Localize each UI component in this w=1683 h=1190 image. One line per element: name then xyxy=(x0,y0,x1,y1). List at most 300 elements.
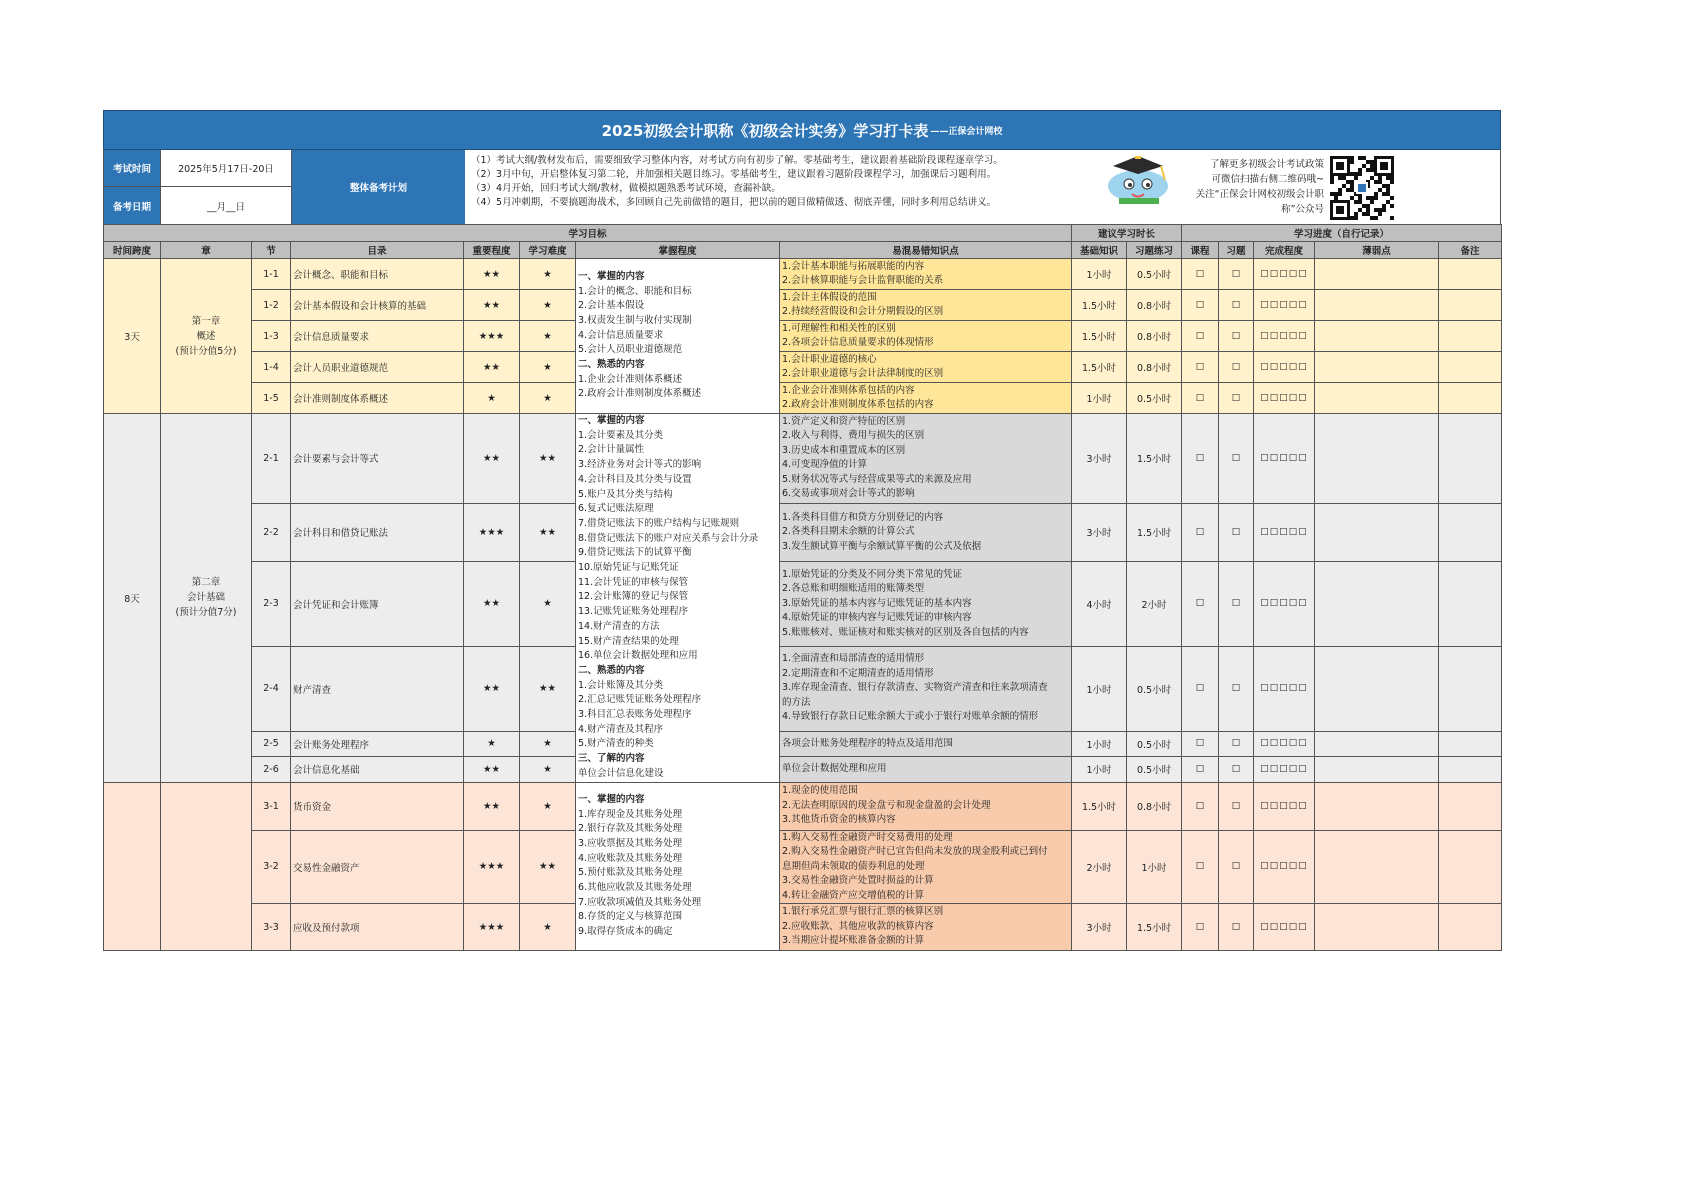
key-point-line: 4.转让金融资产应交增值税的计算 xyxy=(782,889,925,901)
key-point-line: 2.持续经营假设和会计分期假设的区别 xyxy=(782,306,944,317)
mastery-line: 2.银行存款及其账务处理 xyxy=(578,823,683,835)
completion-boxes[interactable]: ☐☐☐☐☐ xyxy=(1254,321,1315,352)
section-number: 1-3 xyxy=(252,321,291,352)
section-number: 2-1 xyxy=(252,414,291,504)
practice-time: 0.8小时 xyxy=(1127,782,1182,830)
basic-study-time: 2小时 xyxy=(1072,830,1127,904)
key-point-line: 3.历史成本和重置成本的区别 xyxy=(782,444,906,456)
completion-boxes[interactable]: ☐☐☐☐☐ xyxy=(1254,352,1315,383)
chapter-line: 概述 xyxy=(196,330,216,342)
mastery-line: 1.会计要素及其分类 xyxy=(578,429,664,441)
exercise-checkbox[interactable]: ☐ xyxy=(1219,321,1254,352)
mastery-cell xyxy=(576,414,780,783)
mastery-line: 5.会计人员职业道德规范 xyxy=(578,344,683,356)
section-number: 2-4 xyxy=(252,646,291,731)
section-number: 1-1 xyxy=(252,259,291,290)
course-checkbox[interactable]: ☐ xyxy=(1182,321,1219,352)
promo-text xyxy=(1184,159,1324,215)
mastery-line: 6.其他应收款及其账务处理 xyxy=(578,882,692,894)
basic-study-time: 1小时 xyxy=(1072,731,1127,757)
key-point-line: 3.库存现金清查、银行存款清查、实物资产清查和往来款项清查 xyxy=(782,682,1048,694)
completion-boxes[interactable]: ☐☐☐☐☐ xyxy=(1254,414,1315,504)
mastery-line: 1.企业会计准则体系概述 xyxy=(578,373,683,385)
section-title: 会计信息化基础 xyxy=(291,757,464,783)
practice-time: 2小时 xyxy=(1127,562,1182,647)
exam-time-value: 2025年5月17日-20日 xyxy=(161,150,292,187)
key-point-line: 各项会计账务处理程序的特点及适用范围 xyxy=(782,737,954,749)
mascot-icon xyxy=(1099,154,1177,204)
prep-date-label: 备考日期 xyxy=(104,187,161,224)
column-header: 课程 xyxy=(1182,242,1219,259)
mastery-line: 13.记账凭证账务处理程序 xyxy=(578,606,689,618)
basic-study-time: 1.5小时 xyxy=(1072,290,1127,321)
completion-boxes[interactable]: ☐☐☐☐☐ xyxy=(1254,259,1315,290)
table-row xyxy=(104,383,1502,414)
key-point-line: 2.政府会计准则制度体系包括的内容 xyxy=(782,399,934,410)
title-sub: ——正保会计网校 xyxy=(930,126,1003,137)
importance-stars: ★★ xyxy=(464,290,520,321)
practice-time: 0.5小时 xyxy=(1127,259,1182,290)
course-checkbox[interactable]: ☐ xyxy=(1182,731,1219,757)
section-title: 会计信息质量要求 xyxy=(291,321,464,352)
chapter-line: (预计分值7分) xyxy=(175,607,237,619)
key-points-cell xyxy=(780,830,1072,904)
notes-cell[interactable] xyxy=(1439,383,1502,414)
key-point-line: 1.会计主体假设的范围 xyxy=(782,291,877,303)
mastery-cell xyxy=(576,782,780,951)
difficulty-stars: ★ xyxy=(520,782,576,830)
basic-study-time: 1.5小时 xyxy=(1072,321,1127,352)
weak-points-cell[interactable] xyxy=(1315,503,1439,561)
mastery-line: 1.库存现金及其账务处理 xyxy=(578,808,683,820)
chapter-line: 会计基础 xyxy=(186,592,225,604)
mastery-line: 3.科目汇总表账务处理程序 xyxy=(578,709,692,721)
section-number: 1-5 xyxy=(252,383,291,414)
table-row xyxy=(104,259,1502,290)
table-row xyxy=(104,321,1502,352)
completion-boxes[interactable]: ☐☐☐☐☐ xyxy=(1254,562,1315,647)
key-point-line: 2.收入与利得、费用与损失的区别 xyxy=(782,430,925,442)
notes-cell[interactable] xyxy=(1439,904,1502,951)
completion-boxes[interactable]: ☐☐☐☐☐ xyxy=(1254,731,1315,757)
importance-stars: ★★ xyxy=(464,352,520,383)
key-point-line: 4.导致银行存款日记账余额大于或小于银行对账单余额的情形 xyxy=(782,711,1039,723)
section-number: 2-2 xyxy=(252,503,291,561)
key-point-line: 2.各项会计信息质量要求的体现情形 xyxy=(782,337,934,348)
section-title: 财产清查 xyxy=(291,646,464,731)
key-point-line: 2.无法查明原因的现金盘亏和现金盘盈的会计处理 xyxy=(782,799,991,811)
practice-time: 0.5小时 xyxy=(1127,731,1182,757)
key-point-line: 1.购入交易性金融资产时交易费用的处理 xyxy=(782,831,953,843)
section-number: 2-3 xyxy=(252,562,291,647)
course-checkbox[interactable]: ☐ xyxy=(1182,830,1219,904)
completion-boxes[interactable]: ☐☐☐☐☐ xyxy=(1254,646,1315,731)
column-header: 时间跨度 xyxy=(104,242,161,259)
basic-study-time: 3小时 xyxy=(1072,904,1127,951)
mastery-line: 1.会计的概念、职能和目标 xyxy=(578,285,692,297)
study-checkin-sheet xyxy=(103,110,1501,951)
importance-stars: ★★★ xyxy=(464,321,520,352)
course-checkbox[interactable]: ☐ xyxy=(1182,503,1219,561)
practice-time: 1.5小时 xyxy=(1127,503,1182,561)
course-checkbox[interactable]: ☐ xyxy=(1182,562,1219,647)
difficulty-stars: ★★ xyxy=(520,830,576,904)
mastery-line: 5.预付账款及其账务处理 xyxy=(578,867,683,879)
mastery-line: 一、掌握的内容 xyxy=(578,793,645,805)
section-title: 货币资金 xyxy=(291,782,464,830)
section-title: 会计基本假设和会计核算的基础 xyxy=(291,290,464,321)
table-row xyxy=(104,503,1502,561)
section-title: 会计准则制度体系概述 xyxy=(291,383,464,414)
importance-stars: ★★ xyxy=(464,259,520,290)
plan-item: （1）考试大纲/教材发布后，需要细致学习整体内容，对考试方向有初步了解。零基础考生，建议跟着基础阶段课程逐章学习。 xyxy=(471,155,1003,166)
exercise-checkbox[interactable]: ☐ xyxy=(1219,352,1254,383)
time-span-cell: 3天 xyxy=(104,259,161,414)
notes-cell[interactable] xyxy=(1439,290,1502,321)
key-point-line: 单位会计数据处理和应用 xyxy=(782,763,887,775)
mastery-line: 2.会计基本假设 xyxy=(578,300,645,312)
weak-points-cell[interactable] xyxy=(1315,782,1439,830)
completion-boxes[interactable]: ☐☐☐☐☐ xyxy=(1254,757,1315,783)
exercise-checkbox[interactable]: ☐ xyxy=(1219,731,1254,757)
plan-item: （3）4月开始，回归考试大纲/教材，做模拟题熟悉考试环境，查漏补缺。 xyxy=(471,183,781,194)
mastery-line: 9.取得存货成本的确定 xyxy=(578,926,673,938)
key-points-cell xyxy=(780,290,1072,321)
basic-study-time: 4小时 xyxy=(1072,562,1127,647)
mastery-line: 2.汇总记账凭证账务处理程序 xyxy=(578,694,702,706)
header-group-time: 建议学习时长 xyxy=(1072,225,1182,242)
mastery-line: 3.权责发生制与收付实现制 xyxy=(578,314,692,326)
mastery-line: 11.会计凭证的审核与保管 xyxy=(578,576,689,588)
key-point-line: 5.财务状况等式与经营成果等式的来源及应用 xyxy=(782,473,972,485)
mastery-line: 2.会计计量属性 xyxy=(578,444,645,456)
title-main: 2025初级会计职称《初级会计实务》学习打卡表 xyxy=(601,121,929,140)
section-title: 会计概念、职能和目标 xyxy=(291,259,464,290)
chapter-cell xyxy=(161,782,252,951)
column-header: 目录 xyxy=(291,242,464,259)
mastery-line: 一、掌握的内容 xyxy=(578,415,645,426)
practice-time: 1小时 xyxy=(1127,830,1182,904)
mastery-line: 3.应收票据及其账务处理 xyxy=(578,837,683,849)
course-checkbox[interactable]: ☐ xyxy=(1182,290,1219,321)
key-points-cell xyxy=(780,352,1072,383)
table-row xyxy=(104,290,1502,321)
difficulty-stars: ★ xyxy=(520,290,576,321)
weak-points-cell[interactable] xyxy=(1315,904,1439,951)
mastery-line: 4.财产清查及其程序 xyxy=(578,723,664,735)
importance-stars: ★★ xyxy=(464,646,520,731)
key-point-line: 1.原始凭证的分类及不同分类下常见的凭证 xyxy=(782,568,963,580)
mastery-line: 一、掌握的内容 xyxy=(578,270,645,282)
table-row xyxy=(104,904,1502,951)
difficulty-stars: ★ xyxy=(520,383,576,414)
course-checkbox[interactable]: ☐ xyxy=(1182,782,1219,830)
notes-cell[interactable] xyxy=(1439,646,1502,731)
difficulty-stars: ★ xyxy=(520,259,576,290)
exercise-checkbox[interactable]: ☐ xyxy=(1219,383,1254,414)
mastery-line: 8.存货的定义与核算范围 xyxy=(578,911,683,923)
course-checkbox[interactable]: ☐ xyxy=(1182,259,1219,290)
key-point-line: 3.原始凭证的基本内容与记账凭证的基本内容 xyxy=(782,597,972,609)
chapter-line: 第一章 xyxy=(191,315,221,327)
notes-cell[interactable] xyxy=(1439,352,1502,383)
column-header: 学习难度 xyxy=(520,242,576,259)
practice-time: 0.8小时 xyxy=(1127,352,1182,383)
weak-points-cell[interactable] xyxy=(1315,259,1439,290)
course-checkbox[interactable]: ☐ xyxy=(1182,757,1219,783)
column-header: 薄弱点 xyxy=(1315,242,1439,259)
section-title: 会计账务处理程序 xyxy=(291,731,464,757)
notes-cell[interactable] xyxy=(1439,414,1502,504)
mastery-line: 6.复式记账法原理 xyxy=(578,503,654,515)
basic-study-time: 1小时 xyxy=(1072,259,1127,290)
practice-time: 0.5小时 xyxy=(1127,646,1182,731)
section-number: 3-3 xyxy=(252,904,291,951)
key-point-line: 的方法 xyxy=(782,696,811,708)
importance-stars: ★ xyxy=(464,731,520,757)
exercise-checkbox[interactable]: ☐ xyxy=(1219,646,1254,731)
completion-boxes[interactable]: ☐☐☐☐☐ xyxy=(1254,904,1315,951)
exercise-checkbox[interactable]: ☐ xyxy=(1219,414,1254,504)
key-points-cell xyxy=(780,383,1072,414)
notes-cell[interactable] xyxy=(1439,830,1502,904)
mastery-line: 16.单位会计数据处理和应用 xyxy=(578,650,698,662)
practice-time: 0.5小时 xyxy=(1127,757,1182,783)
mastery-line: 4.会计信息质量要求 xyxy=(578,329,664,341)
difficulty-stars: ★★ xyxy=(520,646,576,731)
weak-points-cell[interactable] xyxy=(1315,414,1439,504)
section-title: 会计要素与会计等式 xyxy=(291,414,464,504)
prep-date-value[interactable]: __月__日 xyxy=(161,187,292,224)
course-checkbox[interactable]: ☐ xyxy=(1182,383,1219,414)
practice-time: 1.5小时 xyxy=(1127,414,1182,504)
basic-study-time: 1小时 xyxy=(1072,757,1127,783)
key-point-line: 息期但尚未领取的债券利息的处理 xyxy=(782,860,925,872)
key-point-line: 1.全面清查和局部清查的适用情形 xyxy=(782,653,925,665)
key-points-cell xyxy=(780,646,1072,731)
mastery-line: 5.财产清查的种类 xyxy=(578,738,654,750)
key-points-cell xyxy=(780,321,1072,352)
key-point-line: 2.会计核算职能与会计监督职能的关系 xyxy=(782,275,944,286)
column-header: 节 xyxy=(252,242,291,259)
plan-item: （4）5月冲刺期，不要搞题海战术，多回顾自己先前做错的题目，把以前的题目做精做透、彻底弄懂，同时多利用总结讲义。 xyxy=(471,197,997,208)
header-group-goal: 学习目标 xyxy=(104,225,1072,242)
key-points-cell xyxy=(780,503,1072,561)
key-points-cell xyxy=(780,904,1072,951)
weak-points-cell[interactable] xyxy=(1315,731,1439,757)
promo-line: 可微信扫描右侧二维码哦~ xyxy=(1211,174,1324,185)
column-header: 易混易错知识点 xyxy=(780,242,1072,259)
mastery-line: 9.借贷记账法下的试算平衡 xyxy=(578,547,692,559)
key-point-line: 2.应收账款、其他应收款的核算内容 xyxy=(782,920,934,932)
importance-stars: ★★ xyxy=(464,562,520,647)
notes-cell[interactable] xyxy=(1439,562,1502,647)
key-points-cell xyxy=(780,259,1072,290)
completion-boxes[interactable]: ☐☐☐☐☐ xyxy=(1254,782,1315,830)
importance-stars: ★ xyxy=(464,383,520,414)
section-title: 交易性金融资产 xyxy=(291,830,464,904)
notes-cell[interactable] xyxy=(1439,503,1502,561)
mastery-line: 单位会计信息化建设 xyxy=(578,767,664,779)
importance-stars: ★★★ xyxy=(464,503,520,561)
table-row xyxy=(104,414,1502,504)
section-title: 应收及预付款项 xyxy=(291,904,464,951)
plan-title: 整体备考计划 xyxy=(292,150,465,224)
difficulty-stars: ★ xyxy=(520,562,576,647)
practice-time: 0.8小时 xyxy=(1127,290,1182,321)
key-point-line: 1.资产定义和资产特征的区别 xyxy=(782,415,906,427)
promo-line: 了解更多初级会计考试政策 xyxy=(1209,159,1324,170)
importance-stars: ★★ xyxy=(464,414,520,504)
basic-study-time: 3小时 xyxy=(1072,503,1127,561)
section-number: 1-2 xyxy=(252,290,291,321)
completion-boxes[interactable]: ☐☐☐☐☐ xyxy=(1254,503,1315,561)
completion-boxes[interactable]: ☐☐☐☐☐ xyxy=(1254,383,1315,414)
difficulty-stars: ★ xyxy=(520,904,576,951)
importance-stars: ★★★ xyxy=(464,904,520,951)
section-number: 3-1 xyxy=(252,782,291,830)
key-point-line: 1.银行承兑汇票与银行汇票的核算区别 xyxy=(782,906,944,918)
notes-cell[interactable] xyxy=(1439,782,1502,830)
weak-points-cell[interactable] xyxy=(1315,562,1439,647)
key-point-line: 1.会计基本职能与拓展职能的内容 xyxy=(782,260,925,272)
exercise-checkbox[interactable]: ☐ xyxy=(1219,562,1254,647)
key-point-line: 5.账账核对、账证核对和账实核对的区别及各自包括的内容 xyxy=(782,626,1029,638)
table-row xyxy=(104,562,1502,647)
key-point-line: 1.现金的使用范围 xyxy=(782,785,858,797)
weak-points-cell[interactable] xyxy=(1315,383,1439,414)
key-point-line: 6.交易或事项对会计等式的影响 xyxy=(782,488,915,500)
mastery-line: 4.应收账款及其账务处理 xyxy=(578,852,683,864)
table-row xyxy=(104,830,1502,904)
course-checkbox[interactable]: ☐ xyxy=(1182,352,1219,383)
column-header: 重要程度 xyxy=(464,242,520,259)
mastery-line: 15.财产清查结果的处理 xyxy=(578,635,679,647)
chapter-cell xyxy=(161,414,252,783)
key-point-line: 2.购入交易性金融资产时已宣告但尚未发放的现金股利或已到付 xyxy=(782,846,1048,858)
weak-points-cell[interactable] xyxy=(1315,290,1439,321)
practice-time: 0.5小时 xyxy=(1127,383,1182,414)
section-title: 会计科目和借贷记账法 xyxy=(291,503,464,561)
exam-time-label: 考试时间 xyxy=(104,150,161,187)
exercise-checkbox[interactable]: ☐ xyxy=(1219,782,1254,830)
key-point-line: 2.会计职业道德与会计法律制度的区别 xyxy=(782,368,944,379)
notes-cell[interactable] xyxy=(1439,259,1502,290)
column-header: 章 xyxy=(161,242,252,259)
exercise-checkbox[interactable]: ☐ xyxy=(1219,904,1254,951)
key-point-line: 1.可理解性和相关性的区别 xyxy=(782,322,896,334)
practice-time: 0.8小时 xyxy=(1127,321,1182,352)
info-section xyxy=(103,150,1501,224)
notes-cell[interactable] xyxy=(1439,757,1502,783)
mastery-line: 12.会计账簿的登记与保管 xyxy=(578,591,689,603)
completion-boxes[interactable]: ☐☐☐☐☐ xyxy=(1254,290,1315,321)
mastery-line: 2.政府会计准则制度体系概述 xyxy=(578,388,702,400)
key-point-line: 1.各类科目借方和贷方分别登记的内容 xyxy=(782,511,944,523)
table-row xyxy=(104,757,1502,783)
importance-stars: ★★★ xyxy=(464,830,520,904)
mastery-line: 7.应收款项减值及其账务处理 xyxy=(578,896,702,908)
mastery-line: 8.借贷记账法下的账户对应关系与会计分录 xyxy=(578,532,759,544)
column-header: 完成程度 xyxy=(1254,242,1315,259)
exercise-checkbox[interactable]: ☐ xyxy=(1219,830,1254,904)
table-row xyxy=(104,782,1502,830)
column-header: 习题 xyxy=(1219,242,1254,259)
chapter-line: 第二章 xyxy=(191,577,221,589)
basic-study-time: 1.5小时 xyxy=(1072,782,1127,830)
difficulty-stars: ★★ xyxy=(520,414,576,504)
weak-points-cell[interactable] xyxy=(1315,830,1439,904)
difficulty-stars: ★★ xyxy=(520,503,576,561)
importance-stars: ★★ xyxy=(464,782,520,830)
header-group-progress: 学习进度（自行记录） xyxy=(1182,225,1502,242)
table-row xyxy=(104,352,1502,383)
mastery-line: 二、熟悉的内容 xyxy=(578,664,645,676)
weak-points-cell[interactable] xyxy=(1315,321,1439,352)
plan-notes xyxy=(465,150,1085,224)
table-row xyxy=(104,731,1502,757)
difficulty-stars: ★ xyxy=(520,321,576,352)
section-number: 2-6 xyxy=(252,757,291,783)
key-points-cell xyxy=(780,782,1072,830)
column-header: 习题练习 xyxy=(1127,242,1182,259)
key-point-line: 1.会计职业道德的核心 xyxy=(782,353,877,365)
key-point-line: 2.各类科目期末余额的计算公式 xyxy=(782,526,915,538)
key-point-line: 3.交易性金融资产处置时损益的计算 xyxy=(782,875,934,887)
key-point-line: 3.其他货币资金的核算内容 xyxy=(782,814,896,826)
mastery-line: 二、熟悉的内容 xyxy=(578,359,645,371)
sheet-title xyxy=(103,110,1501,150)
notes-cell[interactable] xyxy=(1439,731,1502,757)
study-table xyxy=(103,224,1502,951)
basic-study-time: 3小时 xyxy=(1072,414,1127,504)
course-checkbox[interactable]: ☐ xyxy=(1182,646,1219,731)
exercise-checkbox[interactable]: ☐ xyxy=(1219,757,1254,783)
mastery-line: 14.财产清查的方法 xyxy=(578,620,660,632)
weak-points-cell[interactable] xyxy=(1315,757,1439,783)
key-point-line: 2.定期清查和不定期清查的适用情形 xyxy=(782,667,934,679)
mastery-line: 4.会计科目及其分类与设置 xyxy=(578,473,692,485)
section-title: 会计凭证和会计账簿 xyxy=(291,562,464,647)
promo-line: 关注“正保会计网校初级会计职称”公众号 xyxy=(1195,189,1324,215)
difficulty-stars: ★ xyxy=(520,731,576,757)
column-header: 掌握程度 xyxy=(576,242,780,259)
key-point-line: 2.各总账和明细账适用的账簿类型 xyxy=(782,583,925,595)
exercise-checkbox[interactable]: ☐ xyxy=(1219,259,1254,290)
key-points-cell xyxy=(780,562,1072,647)
key-points-cell xyxy=(780,414,1072,504)
time-span-cell: 8天 xyxy=(104,414,161,783)
exercise-checkbox[interactable]: ☐ xyxy=(1219,503,1254,561)
basic-study-time: 1小时 xyxy=(1072,646,1127,731)
mastery-line: 三、了解的内容 xyxy=(578,753,645,765)
weak-points-cell[interactable] xyxy=(1315,646,1439,731)
course-checkbox[interactable]: ☐ xyxy=(1182,904,1219,951)
qr-code-icon[interactable] xyxy=(1330,156,1394,220)
weak-points-cell[interactable] xyxy=(1315,352,1439,383)
mastery-line: 3.经济业务对会计等式的影响 xyxy=(578,459,702,471)
importance-stars: ★★ xyxy=(464,757,520,783)
exercise-checkbox[interactable]: ☐ xyxy=(1219,290,1254,321)
notes-cell[interactable] xyxy=(1439,321,1502,352)
mastery-line: 5.账户及其分类与结构 xyxy=(578,488,673,500)
difficulty-stars: ★ xyxy=(520,352,576,383)
chapter-cell xyxy=(161,259,252,414)
course-checkbox[interactable]: ☐ xyxy=(1182,414,1219,504)
completion-boxes[interactable]: ☐☐☐☐☐ xyxy=(1254,830,1315,904)
key-points-cell xyxy=(780,757,1072,783)
basic-study-time: 1.5小时 xyxy=(1072,352,1127,383)
